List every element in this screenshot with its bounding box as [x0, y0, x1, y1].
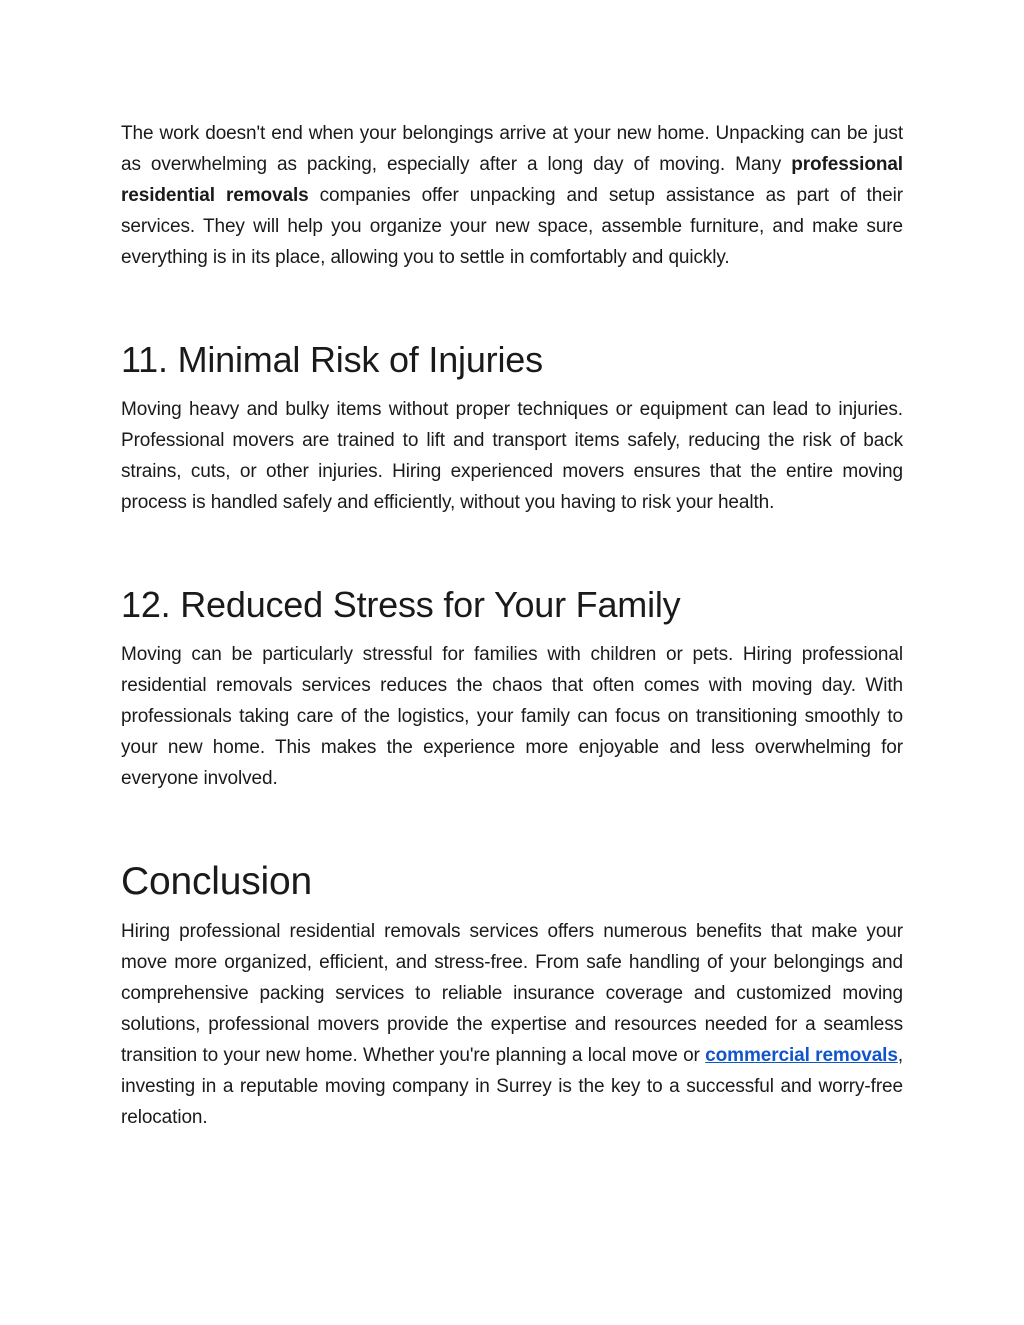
stress-paragraph: Moving can be particularly stressful for families with children or pets. Hiring professional residential removals services reduces the chaos that often comes with moving day. With professionals taking care of the logistics, your family can focus on transitioning smoothly to your new home. This makes the experience more enjoyable and less overwhelming for everyone involved.	[121, 644, 903, 789]
commercial-removals-link[interactable]: commercial removals	[705, 1045, 898, 1066]
heading-conclusion: Conclusion	[121, 860, 312, 903]
injuries-paragraph: Moving heavy and bulky items without proper techniques or equipment can lead to injuries. Professional movers are trained to lift and transport items safely, reducing the risk of back strains, cuts, or other injuries. Hiring experienced movers ensures that the entire moving process is handled safely and efficiently, without you having to risk your health.	[121, 399, 903, 513]
intro-paragraph	[121, 118, 903, 273]
heading-reduced-stress: 12. Reduced Stress for Your Family	[121, 584, 681, 625]
intro-text-after: companies offer unpacking and setup assistance as part of their services. They will help you organize your new space, assemble furniture, and make sure everything is in its place, allowing you to settle in comfortably and quickly.	[121, 185, 903, 268]
document-page	[121, 118, 903, 1133]
conclusion-text-after: , investing in a reputable moving company in Surrey is the key to a successful and worry-free relocation.	[121, 1045, 903, 1128]
heading-minimal-risk-of-injuries: 11. Minimal Risk of Injuries	[121, 339, 543, 380]
conclusion-paragraph	[121, 916, 903, 1133]
intro-text-before: The work doesn't end when your belongings arrive at your new home. Unpacking can be just as overwhelming as packing, especially after a long day of moving. Many	[121, 123, 903, 175]
conclusion-text-before: Hiring professional residential removals services offers numerous benefits that make your move more organized, efficient, and stress-free. From safe handling of your belongings and comprehensive packing services to reliable insurance coverage and customized moving solutions, professional movers provide the expertise and resources needed for a seamless transition to your new home. Whether you're planning a local move or	[121, 921, 903, 1066]
intro-bold-phrase: professional residential removals	[121, 154, 903, 206]
